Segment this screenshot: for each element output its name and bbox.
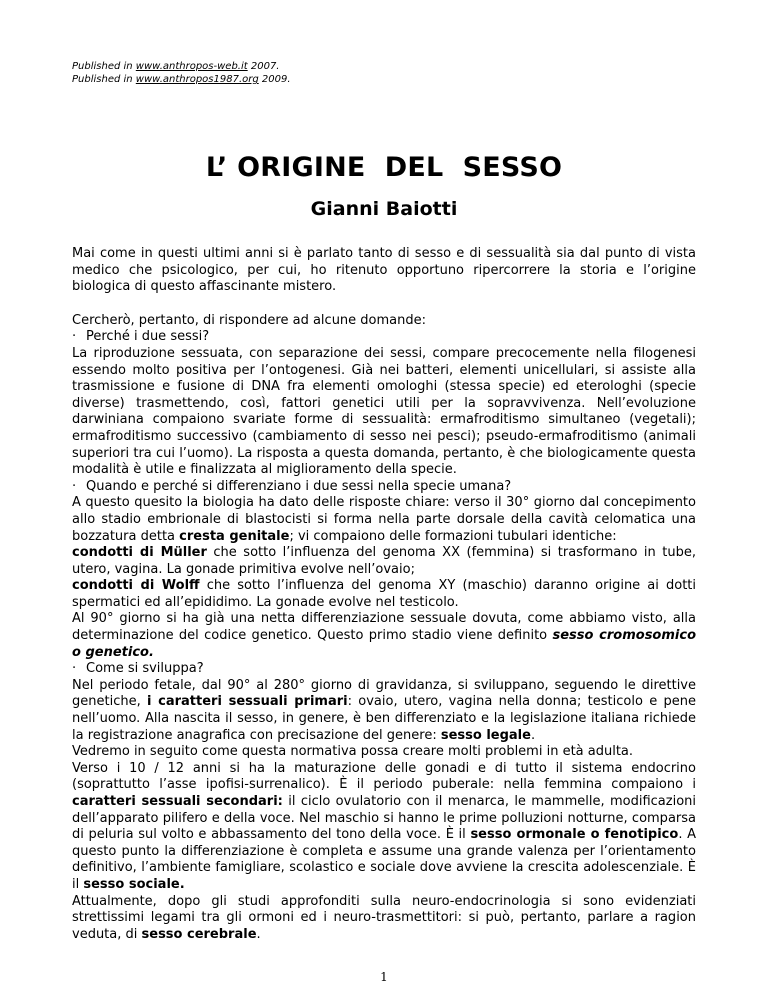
paragraph-2b <box>72 545 696 578</box>
text: . A questo punto la differenziazione è completa e assume una grande valenza per l’orientamento definitivo, l’ambiente famigliare, scolastico e sociale dove avviene la crescita adolescenziale. È il <box>72 827 696 892</box>
anthropos1987-link[interactable]: www.anthropos1987.org <box>135 74 259 85</box>
bullet: · <box>72 329 77 345</box>
paragraph-1: La riproduzione sessuata, con separazione dei sessi, compare precocemente nella filogenesi essendo molto positiva per l’ontogenesi. Già nei batteri, elementi unicellulari, si assiste alla trasmissione e fusione di DNA fra elementi omologhi (stessa specie) ed eterologhi (specie diverse) trasmettendo, così, fattori genetici utili per la sopravvivenza. Nell’evoluzione darwiniana compaiono svariate forme di sessualità: ermafroditismo simultaneo (vegetali); ermafroditismo successivo (cambiamento di sesso nei pesci); pseudo-ermafroditismo (animali superiori tra cui l’uomo). La risposta a questa domanda, pertanto, è che biologicamente questa modalità è utile e finalizzata al miglioramento della specie. <box>72 345 696 478</box>
term-caratteri-primari: i caratteri sessuali primari <box>147 694 348 710</box>
text: che sotto l’influenza del genoma XY (maschio) daranno origine ai dotti spermatici ed all’epididimo. La gonade evolve nel testicolo. <box>72 578 697 610</box>
term-sesso-legale: sesso legale <box>440 727 531 743</box>
paragraph-3b: Vedremo in seguito come questa normativa possa creare molti problemi in età adulta. <box>72 744 634 760</box>
text: Verso i 10 / 12 anni si ha la maturazione delle gonadi e di tutto il sistema endocrino (soprattutto l’asse ipofisi-surrenalico). È il periodo puberale: nella femmina compaiono i <box>72 760 696 793</box>
lead-paragraph: Cercherò, pertanto, di rispondere ad alcune domande: <box>72 312 427 328</box>
term-sesso-cerebrale: sesso cerebrale <box>141 926 257 942</box>
pub-prefix: Published in <box>72 74 136 85</box>
bullet: · <box>72 478 77 494</box>
text: Nel periodo fetale, dal 90° al 280° giorno di gravidanza, si sviluppano, seguendo le direttive genetiche, <box>72 677 696 710</box>
text: che sotto l’influenza del genoma XX (femmina) si trasformano in tube, utero, vagina. La gonade primitiva evolve nell’ovaio; <box>72 545 696 577</box>
text: Attualmente, dopo gli studi approfonditi sulla neuro-endocrinologia si sono evidenziati strettissimi legami tra gli ormoni ed i neuro-trasmettitori: si può, pertanto, parlare a ragion veduta, di <box>72 893 696 942</box>
paragraph-3c <box>72 761 696 894</box>
term-condotti-wolff: condotti di Wolff <box>72 578 200 594</box>
question-text: Perché i due sessi? <box>86 329 210 345</box>
text: ; vi compaiono delle formazioni tubulari identiche: <box>289 528 617 544</box>
publication-line-2 <box>72 73 696 86</box>
text: . <box>256 926 261 942</box>
text: . <box>530 727 536 743</box>
publication-line-1 <box>72 60 696 73</box>
author-name: Gianni Baiotti <box>310 198 458 220</box>
term-sesso-cromosomico: sesso cromosomico o genetico. <box>72 628 696 660</box>
question-3 <box>72 661 696 678</box>
text: A questo quesito la biologia ha dato delle risposte chiare: verso il 30° giorno dal concepimento allo stadio embrionale di blastocisti si forma nella parte dorsale della cavità celomatica una bozzatura detta <box>72 495 696 544</box>
text: : ovaio, utero, vagina nella donna; testicolo e pene nell’uomo. Alla nascita il sesso, in genere, è ben differenziato e la legislazione italiana richiede la registrazione anagrafica con precisazione del genere: <box>72 694 696 743</box>
paragraph-2c <box>72 578 696 611</box>
pub-prefix: Published in <box>72 61 136 72</box>
text: Al 90° giorno si ha già una netta differenziazione sessuale dovuta, come abbiamo visto, alla determinazione del codice genetico. Questo primo stadio viene definito <box>72 611 696 644</box>
paragraph-3a <box>72 678 696 744</box>
paragraph-3d <box>72 894 696 944</box>
document-page <box>72 60 696 943</box>
page-number: 1 <box>380 970 388 984</box>
text: il ciclo ovulatorio con il menarca, le mammelle, modificazioni dell’apparato pilifero e della voce. Nel maschio si hanno le prime polluzioni notturne, comparsa di peluria sul volto e abbassamento del tono della voce. È il <box>72 794 697 843</box>
intro-paragraph: Mai come in questi ultimi anni si è parlato tanto di sesso e di sessualità sia dal punto di vista medico che psicologico, per cui, ho ritenuto opportuno ripercorrere la storia e l’origine biologica di questo affascinante mistero. <box>72 246 696 295</box>
question-1 <box>72 329 696 346</box>
pub-suffix: 2009. <box>258 74 291 85</box>
term-sesso-ormonale: sesso ormonale o fenotipico <box>470 827 679 843</box>
bullet: · <box>72 661 77 677</box>
anthropos-web-link[interactable]: www.anthropos-web.it <box>135 61 248 72</box>
publication-notes <box>72 60 696 86</box>
question-text: Quando e perché si differenziano i due sessi nella specie umana? <box>86 478 512 494</box>
document-body <box>72 246 696 943</box>
document-title: L’ ORIGINE DEL SESSO <box>205 152 563 183</box>
pub-suffix: 2007. <box>247 61 280 72</box>
question-2 <box>72 479 696 496</box>
term-sesso-sociale: sesso sociale. <box>83 876 185 892</box>
paragraph-2a <box>72 495 696 545</box>
term-cresta-genitale: cresta genitale <box>179 528 290 544</box>
question-text: Come si sviluppa? <box>86 661 204 677</box>
term-condotti-muller: condotti di Müller <box>72 545 207 561</box>
paragraph-2d <box>72 611 696 661</box>
term-caratteri-secondari: caratteri sessuali secondari: <box>72 794 283 809</box>
